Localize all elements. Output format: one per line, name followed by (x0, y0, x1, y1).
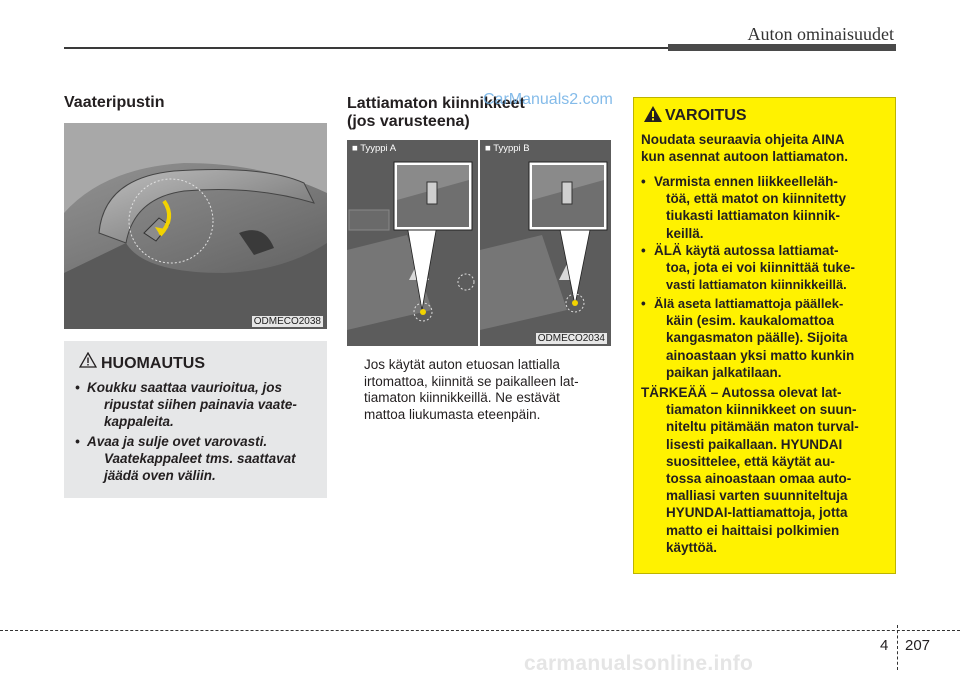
header-rule-accent (668, 44, 896, 51)
body-line: tiamaton kiinnikkeillä. Ne estävät (364, 390, 560, 405)
warning-line: töä, että matot on kiinnitetty (666, 191, 847, 207)
caution-triangle-icon (79, 352, 97, 368)
warning-item (654, 173, 888, 242)
page-number: 207 (905, 637, 931, 654)
warning-line: kangasmaton päälle). Sijoita (666, 330, 848, 346)
watermark: CarManuals2.com (483, 91, 613, 108)
body-line: irtomattoa, kiinnitä se paikalleen lat- (364, 373, 579, 389)
warning-line: niteltu pitämään maton turval- (666, 419, 859, 435)
caution-item-line: Vaatekappaleet tms. saattavat (104, 451, 296, 466)
warning-line: lisesti paikallaan. HYUNDAI (666, 436, 843, 452)
floor-mat-anchor-illustration (347, 140, 611, 346)
heading-line: (jos varusteena) (347, 113, 470, 130)
warning-line: ÄLÄ käytä autossa lattiamat- (654, 243, 839, 258)
caution-item-bullet: • (75, 434, 80, 449)
caution-item-bullet: • (75, 380, 80, 395)
warning-line: Varmista ennen liikkeelleläh- (654, 174, 838, 189)
warning-line: Noudata seuraavia ohjeita AINA (641, 132, 845, 147)
warning-line: TÄRKEÄÄ – Autossa olevat lat- (641, 385, 842, 400)
body-line: Jos käytät auton etuosan lattialla (364, 357, 560, 372)
warning-line: ainoastaan yksi matto kunkin (666, 347, 855, 363)
warning-line: käyttöä. (666, 539, 718, 555)
coat-hook-image (64, 123, 327, 329)
warning-item (654, 242, 888, 294)
warning-important-note (641, 384, 888, 556)
coat-hook-illustration (64, 123, 327, 329)
warning-intro (641, 131, 888, 165)
heading-line: Lattiamaton kiinnikkeet (347, 95, 525, 112)
caution-item-line: Avaa ja sulje ovet varovasti. (87, 434, 268, 449)
caution-item-line: Koukku saattaa vaurioitua, jos (87, 380, 283, 395)
floor-mat-body-text (364, 357, 612, 423)
warning-item-bullet: • (641, 296, 646, 311)
section-title: Auton ominaisuudet (747, 24, 894, 44)
caution-title: HUOMAUTUS (101, 355, 205, 372)
footer-rule (0, 630, 960, 631)
body-line: mattoa liukumasta eteenpäin. (364, 406, 541, 422)
figure-code: ODMECO2038 (253, 316, 321, 327)
coat-hook-heading: Vaateripustin (64, 94, 165, 111)
warning-item (654, 295, 888, 381)
warning-line: kun asennat autoon lattiamaton. (641, 149, 849, 165)
warning-line: HYUNDAI-lattiamattoja, jotta (666, 505, 848, 521)
footer-watermark: carmanualsonline.info (524, 652, 754, 675)
floor-mat-anchor-images (347, 140, 611, 346)
caution-item-line: kappaleita. (104, 414, 174, 429)
warning-line: malliasi varten suunniteltuja (666, 488, 848, 504)
warning-line: tossa ainoastaan omaa auto- (666, 471, 852, 487)
warning-line: suosittelee, että käytät au- (666, 453, 835, 469)
warning-line: Älä aseta lattiamattoja päällek- (654, 296, 844, 311)
warning-line: vasti lattiamaton kiinnikkeillä. (666, 277, 847, 293)
warning-line: tiukasti lattiamaton kiinnik- (666, 208, 841, 224)
header-rule (64, 47, 670, 49)
caution-item-line: jäädä oven väliin. (104, 468, 216, 483)
type-b-label: ■ Tyyppi B (485, 143, 530, 154)
warning-line: käin (esim. kaukalomattoa (666, 313, 835, 329)
warning-title: VAROITUS (665, 107, 747, 124)
warning-triangle-icon (643, 105, 663, 123)
warning-line: toa, jota ei voi kiinnittää tuke- (666, 260, 856, 276)
figure-code: ODMECO2034 (537, 333, 605, 344)
type-a-label: ■ Tyyppi A (352, 143, 397, 154)
footer-separator (897, 625, 898, 670)
warning-line: paikan jalkatilaan. (666, 364, 782, 380)
warning-line: keillä. (666, 225, 704, 241)
caution-item-line: ripustat siihen painavia vaate- (104, 397, 297, 412)
warning-line: tiamaton kiinnikkeet on suun- (666, 402, 857, 418)
chapter-number: 4 (880, 637, 889, 654)
warning-item-bullet: • (641, 174, 646, 189)
warning-line: matto ei haittaisi polkimien (666, 522, 840, 538)
warning-item-bullet: • (641, 243, 646, 258)
